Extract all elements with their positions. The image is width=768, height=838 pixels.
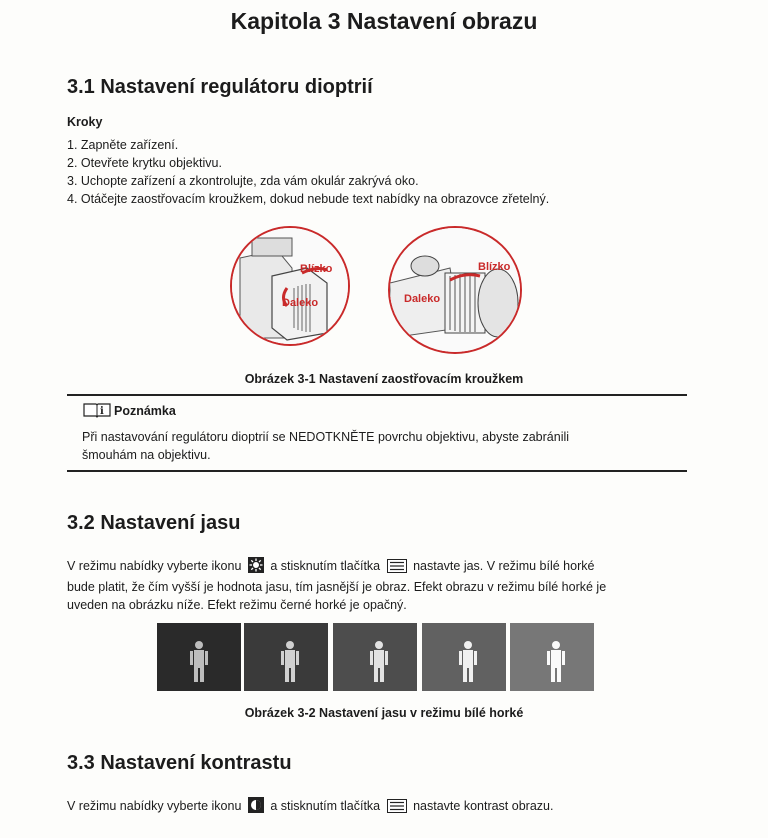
brightness-line-1: V režimu nabídky vyberte ikonu a stisknutím tlačítka nastavte jas. V režimu bílé horké	[67, 557, 697, 578]
brightness-line-3: uveden na obrázku níže. Efekt režimu černé horké je opačný.	[67, 598, 407, 612]
steps-list	[67, 136, 549, 208]
svg-text:i: i	[100, 406, 104, 417]
thermal-frame-brightness-2	[244, 623, 328, 691]
note-text	[82, 428, 569, 464]
label-far-right: Daleko	[404, 293, 441, 305]
focus-ring-illustration-left	[230, 226, 350, 346]
figure-caption-3-1: Obrázek 3-1 Nastavení zaostřovacím kroužkem	[244, 372, 524, 386]
step-item: 2. Otevřete krytku objektivu.	[67, 156, 222, 170]
figure-caption-3-2: Obrázek 3-2 Nastavení jasu v režimu bílé horké	[244, 706, 524, 720]
step-item: 4. Otáčejte zaostřovacím kroužkem, dokud nebude text nabídky na obrazovce zřetelný.	[67, 192, 550, 206]
note-top-divider	[67, 394, 687, 396]
menu-button-icon	[387, 559, 407, 578]
steps-label: Kroky	[67, 115, 103, 129]
note-text-line: šmouhám na objektivu.	[82, 448, 211, 462]
thermal-frame-brightness-3	[333, 623, 417, 691]
section-heading-3-3: 3.3 Nastavení kontrastu	[67, 752, 292, 774]
step-item: 3. Uchopte zařízení a zkontrolujte, zda vám okulár zakrývá oko.	[67, 174, 419, 188]
brightness-line-2: bude platit, že čím vyšší je hodnota jasu, tím jasnější je obraz. Efekt obrazu v režimu bílé horké je	[67, 580, 607, 594]
note-book-icon	[83, 402, 111, 421]
contrast-icon	[248, 797, 264, 818]
section-heading-3-2: 3.2 Nastavení jasu	[67, 512, 241, 534]
label-near-left: Blízko	[300, 263, 333, 275]
focus-ring-illustration-right	[388, 226, 522, 354]
contrast-paragraph: V režimu nabídky vyberte ikonu a stisknutím tlačítka nastavte kontrast obrazu.	[67, 797, 707, 818]
menu-button-icon	[387, 799, 407, 818]
label-near-right: Blízko	[478, 261, 511, 273]
brightness-icon	[248, 557, 264, 578]
label-far-left: Daleko	[282, 297, 319, 309]
note-header	[80, 402, 176, 421]
note-bottom-divider	[67, 470, 687, 472]
step-item: 1. Zapněte zařízení.	[67, 138, 179, 152]
brightness-paragraph	[67, 557, 697, 614]
thermal-frame-brightness-4	[422, 623, 506, 691]
thermal-frame-brightness-5	[510, 623, 594, 691]
note-label: Poznámka	[114, 404, 176, 418]
chapter-title: Kapitola 3 Nastavení obrazu	[230, 8, 538, 34]
note-text-line: Při nastavování regulátoru dioptrií se NEDOTKNĚTE povrchu objektivu, abyste zabránili	[82, 430, 570, 444]
section-heading-3-1: 3.1 Nastavení regulátoru dioptrií	[67, 76, 373, 98]
thermal-frame-brightness-1	[157, 623, 241, 691]
